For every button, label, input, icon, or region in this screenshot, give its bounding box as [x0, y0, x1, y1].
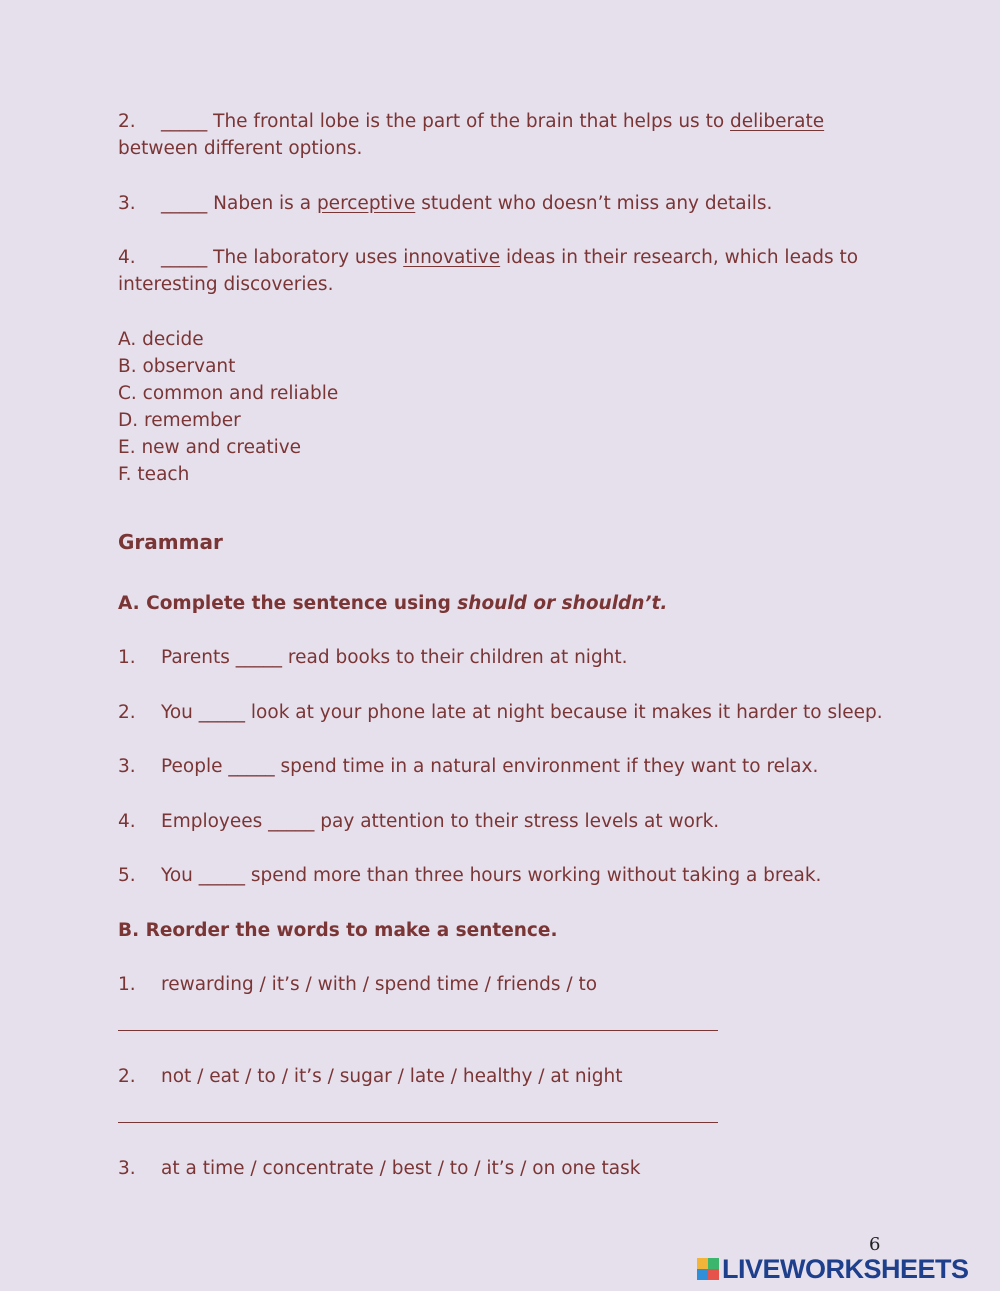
section-b-item-1	[118, 971, 597, 998]
vocab-item-3	[118, 190, 772, 217]
logo-square-icon	[708, 1258, 719, 1269]
item-number: 1.	[118, 647, 136, 668]
item-number: 2.	[118, 1066, 136, 1087]
answer-line-2[interactable]	[118, 1122, 718, 1123]
brand-name: LIVEWORKSHEETS	[722, 1253, 969, 1284]
word-prompt: rewarding / it’s / with / spend time / friends / to	[161, 974, 598, 995]
item-number: 3.	[118, 756, 136, 777]
logo-square-icon	[697, 1269, 708, 1280]
item-number: 5.	[118, 865, 136, 886]
sentence-text: Naben is a	[213, 193, 312, 214]
sentence-text: The laboratory uses	[213, 247, 398, 268]
word-prompt: at a time / concentrate / best / to / it’s / on one task	[161, 1158, 641, 1179]
answer-blank[interactable]: _____	[228, 756, 275, 777]
sentence-text: The frontal lobe is the part of the brain that helps us to	[213, 111, 725, 132]
sentence-text: You	[161, 865, 193, 886]
answer-blank[interactable]: _____	[161, 247, 208, 268]
sentence-text: spend more than three hours working without taking a break.	[250, 865, 822, 886]
sentence-text: You	[161, 702, 193, 723]
option-b: B. observant	[118, 356, 236, 377]
section-a-instruction	[118, 590, 667, 617]
logo-square-icon	[708, 1269, 719, 1280]
option-f: F. teach	[118, 464, 190, 485]
section-b-item-2	[118, 1063, 622, 1090]
answer-line-1[interactable]	[118, 1030, 718, 1031]
grammar-heading: Grammar	[118, 530, 223, 554]
answer-blank[interactable]: _____	[235, 647, 283, 668]
logo-icon	[697, 1258, 719, 1280]
option-d: D. remember	[118, 410, 241, 431]
sentence-text: Employees	[161, 811, 263, 832]
section-a-item-2	[118, 699, 883, 726]
sentence-text: ideas in their research, which leads to interesting discoveries.	[118, 247, 859, 295]
option-a: A. decide	[118, 329, 204, 350]
sentence-text: Parents	[161, 647, 230, 668]
item-number: 4.	[118, 247, 136, 268]
sentence-text: between different options.	[118, 138, 363, 159]
sentence-text: look at your phone late at night because it makes it harder to sleep.	[250, 702, 883, 723]
instruction-emphasis: should or shouldn’t.	[457, 593, 668, 614]
answer-blank[interactable]: _____	[161, 193, 208, 214]
answer-blank[interactable]: _____	[198, 702, 246, 723]
item-number: 3.	[118, 193, 136, 214]
sentence-text: spend time in a natural environment if they want to relax.	[280, 756, 819, 777]
item-number: 1.	[118, 974, 136, 995]
sentence-text: student who doesn’t miss any details.	[421, 193, 773, 214]
item-number: 2.	[118, 702, 136, 723]
vocab-item-4	[118, 244, 878, 298]
page-number: 6	[869, 1234, 881, 1255]
liveworksheets-logo	[697, 1254, 969, 1284]
target-word: perceptive	[316, 193, 416, 214]
item-number: 2.	[118, 111, 136, 132]
word-prompt: not / eat / to / it’s / sugar / late / healthy / at night	[161, 1066, 623, 1087]
options-list	[118, 326, 338, 488]
section-b-instruction: B. Reorder the words to make a sentence.	[118, 920, 558, 941]
option-c: C. common and reliable	[118, 383, 339, 404]
section-a-item-3	[118, 753, 818, 780]
sentence-text: pay attention to their stress levels at work.	[320, 811, 720, 832]
option-e: E. new and creative	[118, 437, 302, 458]
target-word: deliberate	[730, 111, 825, 132]
instruction-text: A. Complete the sentence using	[118, 593, 458, 614]
target-word: innovative	[403, 247, 501, 268]
answer-blank[interactable]: _____	[268, 811, 315, 832]
section-a-item-1	[118, 644, 628, 671]
vocab-item-2	[118, 108, 878, 162]
answer-blank[interactable]: _____	[198, 865, 246, 886]
sentence-text: People	[161, 756, 223, 777]
sentence-text: read books to their children at night.	[287, 647, 628, 668]
logo-square-icon	[697, 1258, 708, 1269]
section-b-item-3	[118, 1155, 640, 1182]
item-number: 3.	[118, 1158, 136, 1179]
item-number: 4.	[118, 811, 136, 832]
answer-blank[interactable]: _____	[161, 111, 208, 132]
section-a-item-4	[118, 808, 719, 835]
section-a-item-5	[118, 862, 821, 889]
